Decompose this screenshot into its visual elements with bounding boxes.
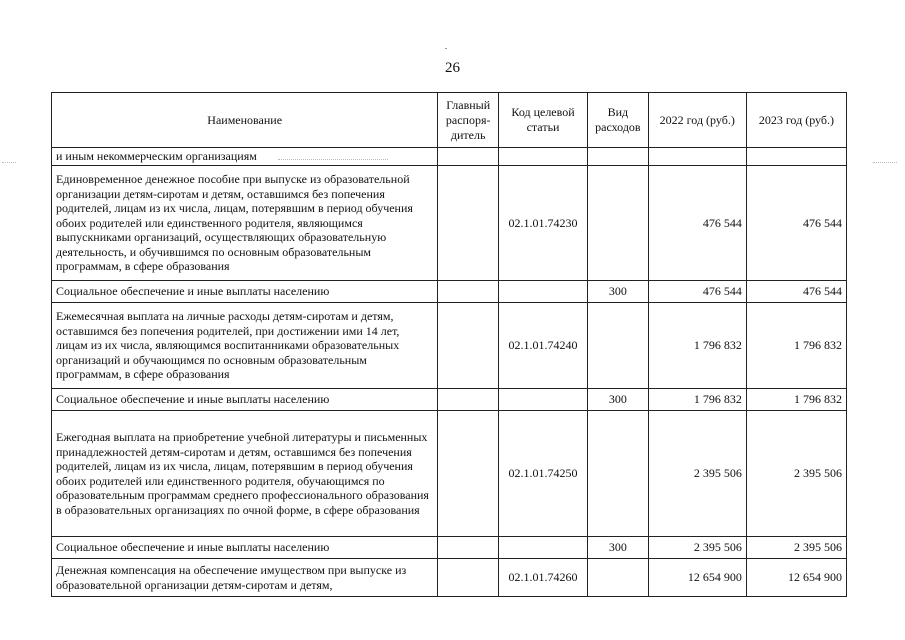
row-amount-2022: 476 544: [648, 281, 746, 303]
row-amount-2023: [746, 148, 846, 166]
row-code: [499, 281, 588, 303]
table-header-row: [52, 93, 847, 148]
row-code: 02.1.01.74240: [499, 303, 588, 389]
row-amount-2022: 12 654 900: [648, 559, 746, 597]
row-amount-2022: 476 544: [648, 166, 746, 281]
row-kind: [588, 166, 649, 281]
header-year-2023: 2023 год (руб.): [746, 93, 846, 148]
row-administrator: [438, 389, 499, 411]
row-name: и иным некоммерческим организациям: [52, 148, 438, 166]
row-kind: [588, 303, 649, 389]
row-amount-2023: 2 395 506: [746, 537, 846, 559]
row-name: Денежная компенсация на обеспечение имуществом при выпуске из образовательной организации детям-сиротам и детям,: [52, 559, 438, 597]
row-amount-2022: 2 395 506: [648, 537, 746, 559]
row-amount-2022: 1 796 832: [648, 389, 746, 411]
row-amount-2023: 1 796 832: [746, 389, 846, 411]
budget-table: [51, 92, 847, 597]
header-administrator: Главный распоря- дитель: [438, 93, 499, 148]
row-amount-2023: 12 654 900: [746, 559, 846, 597]
row-kind: [588, 148, 649, 166]
table-row: [52, 166, 847, 281]
row-name: Социальное обеспечение и иные выплаты населению: [52, 537, 438, 559]
row-name: Ежемесячная выплата на личные расходы детям-сиротам и детям, оставшимся без попечения родителей, при достижении ими 14 лет, лицам из их числа, являющимся воспитанниками образовательных организаций и обучающимся по основным образовательным программам, в сфере образования: [52, 303, 438, 389]
header-year-2022: 2022 год (руб.): [648, 93, 746, 148]
table-row: [52, 303, 847, 389]
row-name: Социальное обеспечение и иные выплаты населению: [52, 389, 438, 411]
row-amount-2023: 1 796 832: [746, 303, 846, 389]
row-kind: [588, 411, 649, 537]
row-code: [499, 389, 588, 411]
scan-artifact: [2, 162, 16, 164]
row-amount-2023: 476 544: [746, 281, 846, 303]
row-code: 02.1.01.74260: [499, 559, 588, 597]
row-amount-2023: 476 544: [746, 166, 846, 281]
row-name: Ежегодная выплата на приобретение учебной литературы и письменных принадлежностей детям-сиротам и детям, оставшимся без попечения родителей, лицам из их числа, лицам, потерявшим в период обучения обоих родителей или единственного родителя, обучающимся по образовательным программам среднего профессионального образования в образовательных организациях по очной форме, в сфере образования: [52, 411, 438, 537]
scan-artifact: [445, 48, 447, 49]
row-administrator: [438, 303, 499, 389]
row-administrator: [438, 537, 499, 559]
row-name: Социальное обеспечение и иные выплаты населению: [52, 281, 438, 303]
table-row: [52, 281, 847, 303]
row-kind: 300: [588, 389, 649, 411]
row-name: Единовременное денежное пособие при выпуске из образовательной организации детям-сиротам и детям, оставшимся без попечения родителей, лицам из их числа, лицам, потерявшим в период обучения обоих родителей или единственного родителя, являющимся выпускниками организаций, осуществляющих образовательную деятельность, и обучившимся по основным образовательным программам, в сфере образования: [52, 166, 438, 281]
row-amount-2022: 1 796 832: [648, 303, 746, 389]
header-name: Наименование: [52, 93, 438, 148]
table-row: [52, 537, 847, 559]
table-row: [52, 411, 847, 537]
scan-artifact: [873, 162, 897, 164]
header-expense-type: Вид расходов: [588, 93, 649, 148]
row-administrator: [438, 559, 499, 597]
row-code: [499, 537, 588, 559]
row-code: [499, 148, 588, 166]
row-code: 02.1.01.74250: [499, 411, 588, 537]
row-kind: 300: [588, 281, 649, 303]
page-number: 26: [445, 60, 460, 76]
header-target-code: Код целевой статьи: [499, 93, 588, 148]
table-row: [52, 559, 847, 597]
row-administrator: [438, 166, 499, 281]
row-kind: [588, 559, 649, 597]
table-row: [52, 389, 847, 411]
row-kind: 300: [588, 537, 649, 559]
row-amount-2023: 2 395 506: [746, 411, 846, 537]
table-row: [52, 148, 847, 166]
row-code: 02.1.01.74230: [499, 166, 588, 281]
row-amount-2022: [648, 148, 746, 166]
row-administrator: [438, 148, 499, 166]
row-administrator: [438, 411, 499, 537]
row-amount-2022: 2 395 506: [648, 411, 746, 537]
row-administrator: [438, 281, 499, 303]
